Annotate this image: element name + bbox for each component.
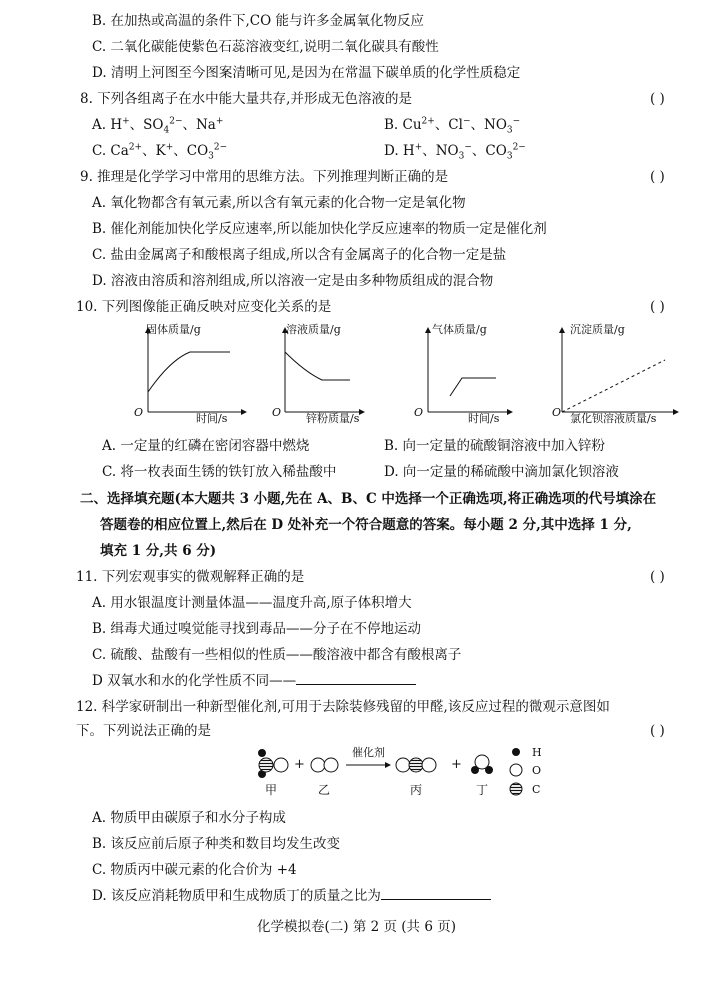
graph-a-ylabel: 固体质量/g — [146, 323, 201, 336]
graph-c-xlabel: 时间/s — [468, 412, 500, 425]
text-line: C. 物质丙中碳元素的化合价为 +4 — [92, 862, 297, 878]
graph-d-origin: O — [552, 406, 562, 419]
molecule-ding — [471, 755, 493, 774]
text-line: A. 物质甲由碳原子和水分子构成 — [92, 810, 286, 826]
diagram-label-ding: 丁 — [476, 783, 489, 797]
text-line: B. 缉毒犬通过嗅觉能寻找到毒品——分子在不停地运动 — [92, 621, 422, 637]
diagram-plus-1: + — [294, 757, 305, 772]
text-line: 8. 下列各组离子在水中能大量共存,并形成无色溶液的是 — [80, 91, 412, 107]
text-line: C. 二氧化碳能使紫色石蕊溶液变红,说明二氧化碳具有酸性 — [92, 39, 439, 55]
page-footer: 化学模拟卷(二) 第 2 页 (共 6 页) — [257, 919, 456, 935]
text-line: B. 在加热或高温的条件下,CO 能与许多金属氧化物反应 — [92, 13, 424, 29]
text-line: B. 该反应前后原子种类和数目均发生改变 — [92, 836, 341, 852]
text-line: D. 溶液由溶质和溶剂组成,所以溶液一定是由多种物质组成的混合物 — [92, 273, 494, 289]
diagram-plus-2: + — [451, 757, 462, 772]
q11-option-d: D 双氧水和水的化学性质不同—— — [92, 672, 416, 690]
text-line: 下。下列说法正确的是 — [76, 723, 211, 739]
answer-paren-q10[interactable]: ( ) — [650, 299, 665, 315]
text-line: A. 氧化物都含有氧元素,所以含有氧元素的化合物一定是氧化物 — [92, 195, 466, 211]
text-line: D. 清明上河图至今图案清晰可见,是因为在常温下碳单质的化学性质稳定 — [92, 65, 521, 81]
molecule-jia — [258, 749, 288, 778]
molecule-yi — [311, 758, 338, 772]
q8-option-a: A. H+、$SO_4^{2-}$、Na+ — [92, 116, 224, 136]
graph-b-origin: O — [272, 406, 282, 419]
graph-a-origin: O — [134, 406, 144, 419]
graph-b-xlabel: 锌粉质量/s — [306, 412, 360, 425]
graph-a-xlabel: 时间/s — [196, 412, 228, 425]
graph-d-xlabel: 氯化钡溶液质量/s — [570, 412, 657, 425]
text-line: A. 用水银温度计测量体温——温度升高,原子体积增大 — [92, 595, 412, 611]
q8-option-c: C. $Ca^{2+}$、K+、$CO_3^{2-}$ — [92, 142, 228, 162]
text-line: B. 向一定量的硫酸铜溶液中加入锌粉 — [384, 438, 606, 454]
legend-label-h: H — [532, 746, 542, 759]
text-line: 12. 科学家研制出一种新型催化剂,可用于去除装修残留的甲醛,该反应过程的微观示意图如 — [76, 699, 610, 715]
legend-label-o: O — [532, 764, 542, 777]
text-line: D. 向一定量的稀硫酸中滴加氯化钡溶液 — [384, 464, 619, 480]
diagram-label-yi: 乙 — [318, 783, 331, 797]
q8-option-b: B. $Cu^{2+}$、Cl−、$NO_3^-$ — [384, 116, 521, 136]
diagram-label-bing: 丙 — [410, 783, 423, 797]
text-line: B. 催化剂能加快化学反应速率,所以能加快化学反应速率的物质一定是催化剂 — [92, 221, 547, 237]
text-line: 11. 下列宏观事实的微观解释正确的是 — [76, 569, 305, 585]
graph-c-origin: O — [414, 406, 424, 419]
text-line: 10. 下列图像能正确反映对应变化关系的是 — [76, 299, 332, 315]
q8-option-d: D. H+、$NO_3^-$、$CO_3^{2-}$ — [384, 142, 526, 162]
section2-line2: 答题卷的相应位置上,然后在 D 处补充一个符合题意的答案。每小题 2 分,其中选择 1 分, — [100, 517, 632, 533]
answer-paren-q11[interactable]: ( ) — [650, 569, 665, 585]
text-line: C. 盐由金属离子和酸根离子组成,所以含有金属离子的化合物一定是盐 — [92, 247, 507, 263]
diagram-catalyst-label: 催化剂 — [352, 746, 385, 759]
section2-line3: 填充 1 分,共 6 分) — [100, 543, 217, 559]
graph-b-ylabel: 溶液质量/g — [286, 323, 341, 336]
section2-line1: 二、选择填充题(本大题共 3 小题,先在 A、B、C 中选择一个正确选项,将正确选项的代号填涂在 — [80, 491, 657, 507]
q12-option-d: D. 该反应消耗物质甲和生成物质丁的质量之比为 — [92, 887, 491, 905]
text-line: C. 硫酸、盐酸有一些相似的性质——酸溶液中都含有酸根离子 — [92, 647, 462, 663]
diagram-label-jia: 甲 — [265, 783, 278, 797]
answer-paren-q12[interactable]: ( ) — [650, 723, 665, 739]
text-line: A. 一定量的红磷在密闭容器中燃烧 — [102, 438, 310, 454]
molecule-bing — [396, 758, 436, 772]
legend-label-c: C — [532, 783, 541, 796]
text-line: C. 将一枚表面生锈的铁钉放入稀盐酸中 — [102, 464, 337, 480]
graph-d-ylabel: 沉淀质量/g — [570, 323, 625, 336]
answer-paren-q9[interactable]: ( ) — [650, 169, 665, 185]
answer-paren-q8[interactable]: ( ) — [650, 91, 665, 107]
graph-c-ylabel: 气体质量/g — [432, 323, 487, 336]
diagram-legend — [510, 748, 522, 795]
text-line: 9. 推理是化学学习中常用的思维方法。下列推理判断正确的是 — [80, 169, 449, 185]
